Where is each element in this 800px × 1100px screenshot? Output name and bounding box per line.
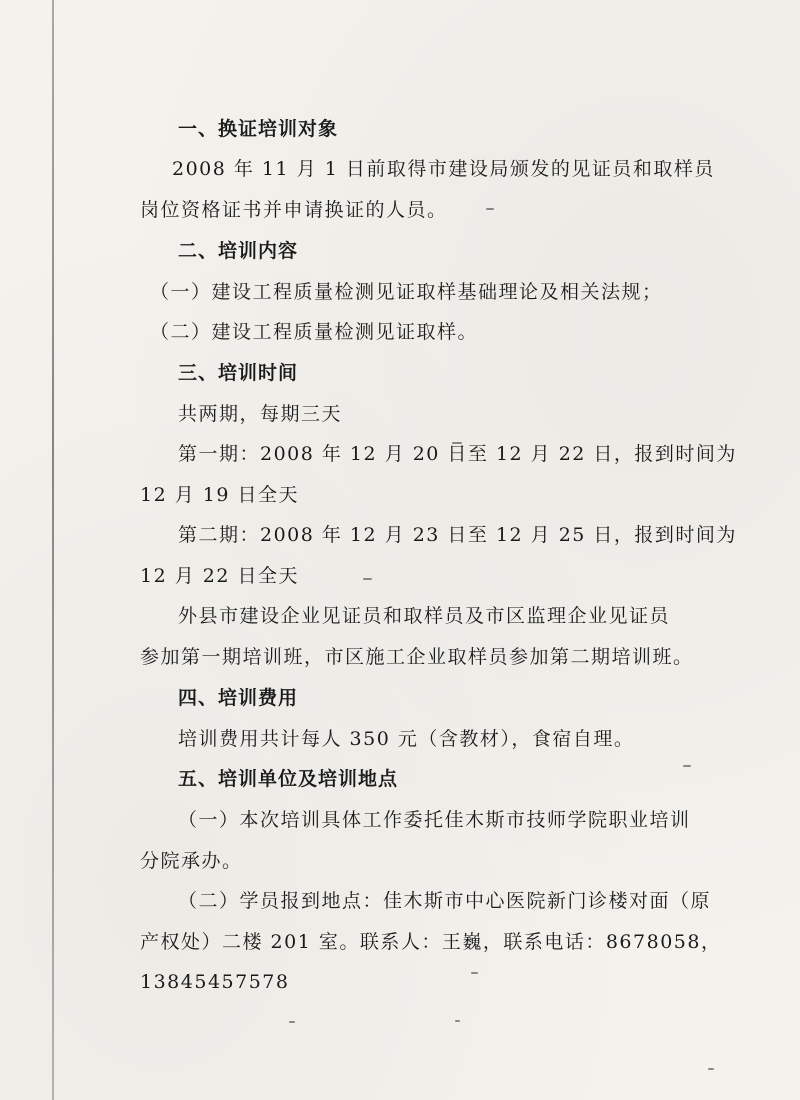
paragraph-line: 共两期，每期三天 xyxy=(178,403,343,425)
section-heading-venue: 五、培训单位及培训地点 xyxy=(178,768,399,790)
paragraph-line: （一）本次培训具体工作委托佳木斯市技师学院职业培训 xyxy=(178,809,691,831)
paragraph-line: （二）学员报到地点：佳木斯市中心医院新门诊楼对面（原 xyxy=(178,890,712,912)
scan-speck xyxy=(455,1020,460,1022)
paragraph-line: 产权处）二楼 201 室。联系人：王巍，联系电话：8678058， xyxy=(140,931,722,953)
scan-speck xyxy=(289,1021,295,1023)
scan-speck xyxy=(471,972,478,974)
paragraph-line: 2008 年 11 月 1 日前取得市建设局颁发的见证员和取样员 xyxy=(172,158,715,180)
paragraph-line: 第二期：2008 年 12 月 23 日至 12 月 25 日，报到时间为 xyxy=(178,524,737,546)
section-heading-trainees: 一、换证培训对象 xyxy=(178,118,339,140)
paragraph-line: 岗位资格证书并申请换证的人员。 xyxy=(140,199,448,221)
paragraph-line: 分院承办。 xyxy=(140,850,243,872)
section-heading-content: 二、培训内容 xyxy=(178,240,299,262)
paragraph-line: 12 月 22 日全天 xyxy=(140,565,299,587)
paragraph-line: （一）建设工程质量检测见证取样基础理论及相关法规； xyxy=(150,281,663,303)
paragraph-line: 12 月 19 日全天 xyxy=(140,484,299,506)
paragraph-line: 参加第一期培训班，市区施工企业取样员参加第二期培训班。 xyxy=(140,646,694,668)
scan-speck xyxy=(708,1068,714,1070)
paragraph-line: 13845457578 xyxy=(140,971,290,993)
binding-edge-line xyxy=(52,0,54,1100)
section-heading-schedule: 三、培训时间 xyxy=(178,362,299,384)
scan-speck xyxy=(363,578,372,580)
paragraph-line: 外县市建设企业见证员和取样员及市区监理企业见证员 xyxy=(178,605,671,627)
paragraph-line: 培训费用共计每人 350 元（含教材），食宿自理。 xyxy=(178,728,635,750)
paragraph-line: 第一期：2008 年 12 月 20 日至 12 月 22 日，报到时间为 xyxy=(178,443,737,465)
section-heading-fees: 四、培训费用 xyxy=(178,687,299,709)
paragraph-line: （二）建设工程质量检测见证取样。 xyxy=(150,321,479,343)
scan-speck xyxy=(486,208,494,210)
scan-speck xyxy=(683,765,691,767)
